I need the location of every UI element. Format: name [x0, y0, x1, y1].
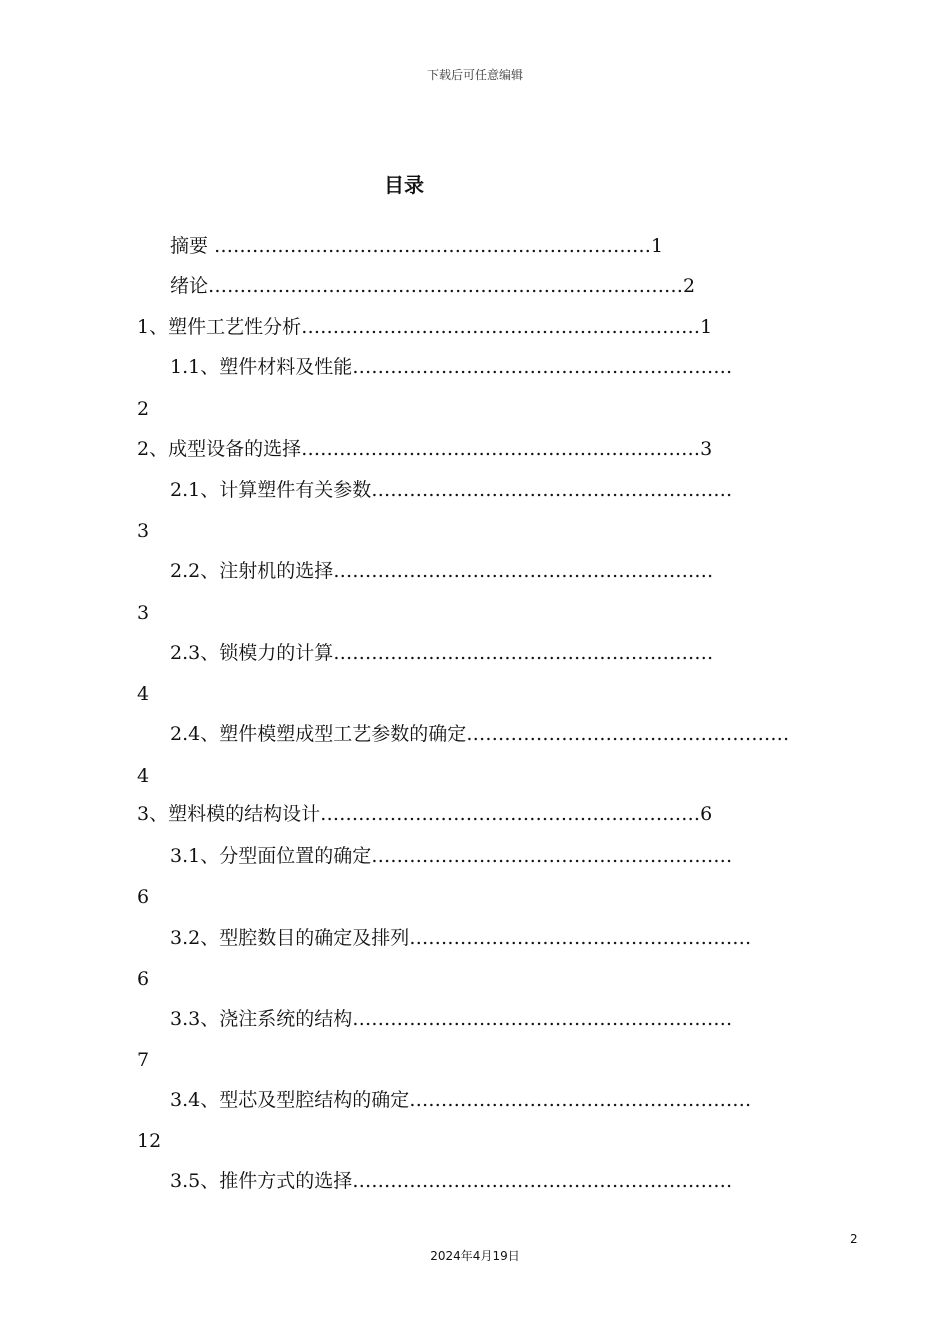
toc-entry-page-wrapped: 4 — [137, 683, 150, 705]
toc-entry-section-3[interactable] — [137, 801, 712, 827]
toc-entry-page-wrapped: 3 — [137, 520, 150, 542]
toc-entry-label: 3.3、浇注系统的结构 — [170, 1008, 353, 1030]
toc-entry-label: 3.2、型腔数目的确定及排列 — [170, 927, 410, 949]
toc-entry-page-wrapped: 7 — [137, 1049, 150, 1071]
toc-entry-section-2-2[interactable] — [170, 558, 860, 584]
toc-entry-section-3-3[interactable] — [170, 1006, 860, 1032]
toc-entry-section-3-1[interactable] — [170, 843, 860, 869]
toc-entry-label: 2.2、注射机的选择 — [170, 560, 334, 582]
toc-leader-dots: …………………………………………………… — [352, 1170, 733, 1192]
toc-leader-dots: …………………………………………………… — [333, 560, 714, 582]
toc-entry-section-2-3[interactable] — [170, 640, 860, 666]
toc-entry-section-3-4[interactable] — [170, 1087, 860, 1113]
toc-leader-dots: …………………………………………… — [466, 723, 790, 745]
toc-entry-page-wrapped: 12 — [137, 1130, 162, 1152]
toc-entry-label: 3.4、型芯及型腔结构的确定 — [170, 1089, 410, 1111]
toc-entry-label: 2.4、塑件模塑成型工艺参数的确定 — [170, 723, 467, 745]
page-number: 2 — [850, 1232, 858, 1246]
toc-entry-label: 1.1、塑件材料及性能 — [170, 356, 353, 378]
toc-entry-page-wrapped: 6 — [137, 968, 150, 990]
toc-leader-dots: …………………………………………………… — [333, 642, 714, 664]
toc-leader-dots: ………………………………………………… — [371, 479, 733, 501]
toc-entry-introduction[interactable] — [170, 273, 695, 299]
toc-entry-label: 摘要 — [170, 235, 215, 257]
toc-entry-page-wrapped: 6 — [137, 886, 150, 908]
toc-entry-section-3-2[interactable] — [170, 925, 860, 951]
toc-leader-dots: …………………………………………………………… — [214, 235, 652, 257]
toc-leader-dots: …………………………………………………… — [320, 803, 701, 825]
toc-title: 目录 — [384, 173, 424, 197]
toc-entry-label: 绪论 — [170, 275, 209, 297]
toc-leader-dots: ……………………………………………… — [409, 927, 752, 949]
toc-leader-dots: ……………………………………………………… — [301, 316, 701, 338]
toc-entry-section-1[interactable] — [137, 314, 712, 340]
toc-entry-page-wrapped: 4 — [137, 765, 150, 787]
toc-entry-page: 6 — [700, 803, 713, 825]
toc-entry-label: 2、成型设备的选择 — [137, 438, 302, 460]
toc-entry-page: 3 — [700, 438, 713, 460]
toc-entry-section-3-5[interactable] — [170, 1168, 860, 1194]
toc-entry-label: 2.1、计算塑件有关参数 — [170, 479, 372, 501]
toc-leader-dots: …………………………………………………… — [352, 356, 733, 378]
toc-entry-page: 1 — [700, 316, 713, 338]
toc-entry-label: 3、塑料模的结构设计 — [137, 803, 321, 825]
toc-leader-dots: ………………………………………………… — [371, 845, 733, 867]
toc-entry-page: 1 — [651, 235, 664, 257]
toc-leader-dots: ……………………………………………… — [409, 1089, 752, 1111]
toc-entry-section-2[interactable] — [137, 436, 712, 462]
toc-leader-dots: ……………………………………………………… — [301, 438, 701, 460]
toc-entry-label: 3.5、推件方式的选择 — [170, 1170, 353, 1192]
toc-entry-section-2-4[interactable] — [170, 721, 860, 747]
toc-entry-page-wrapped: 2 — [137, 398, 150, 420]
toc-entry-label: 1、塑件工艺性分析 — [137, 316, 302, 338]
toc-entry-page-wrapped: 3 — [137, 602, 150, 624]
toc-entry-section-1-1[interactable] — [170, 354, 860, 380]
toc-entry-section-2-1[interactable] — [170, 477, 860, 503]
toc-entry-label: 2.3、锁模力的计算 — [170, 642, 334, 664]
footer-date: 2024年4月19日 — [430, 1249, 520, 1263]
toc-entry-abstract[interactable] — [170, 233, 663, 259]
toc-leader-dots: …………………………………………………… — [352, 1008, 733, 1030]
toc-entry-label: 3.1、分型面位置的确定 — [170, 845, 372, 867]
header-note: 下载后可任意编辑 — [426, 68, 523, 82]
toc-leader-dots: ………………………………………………………………… — [208, 275, 684, 297]
toc-entry-page: 2 — [683, 275, 696, 297]
